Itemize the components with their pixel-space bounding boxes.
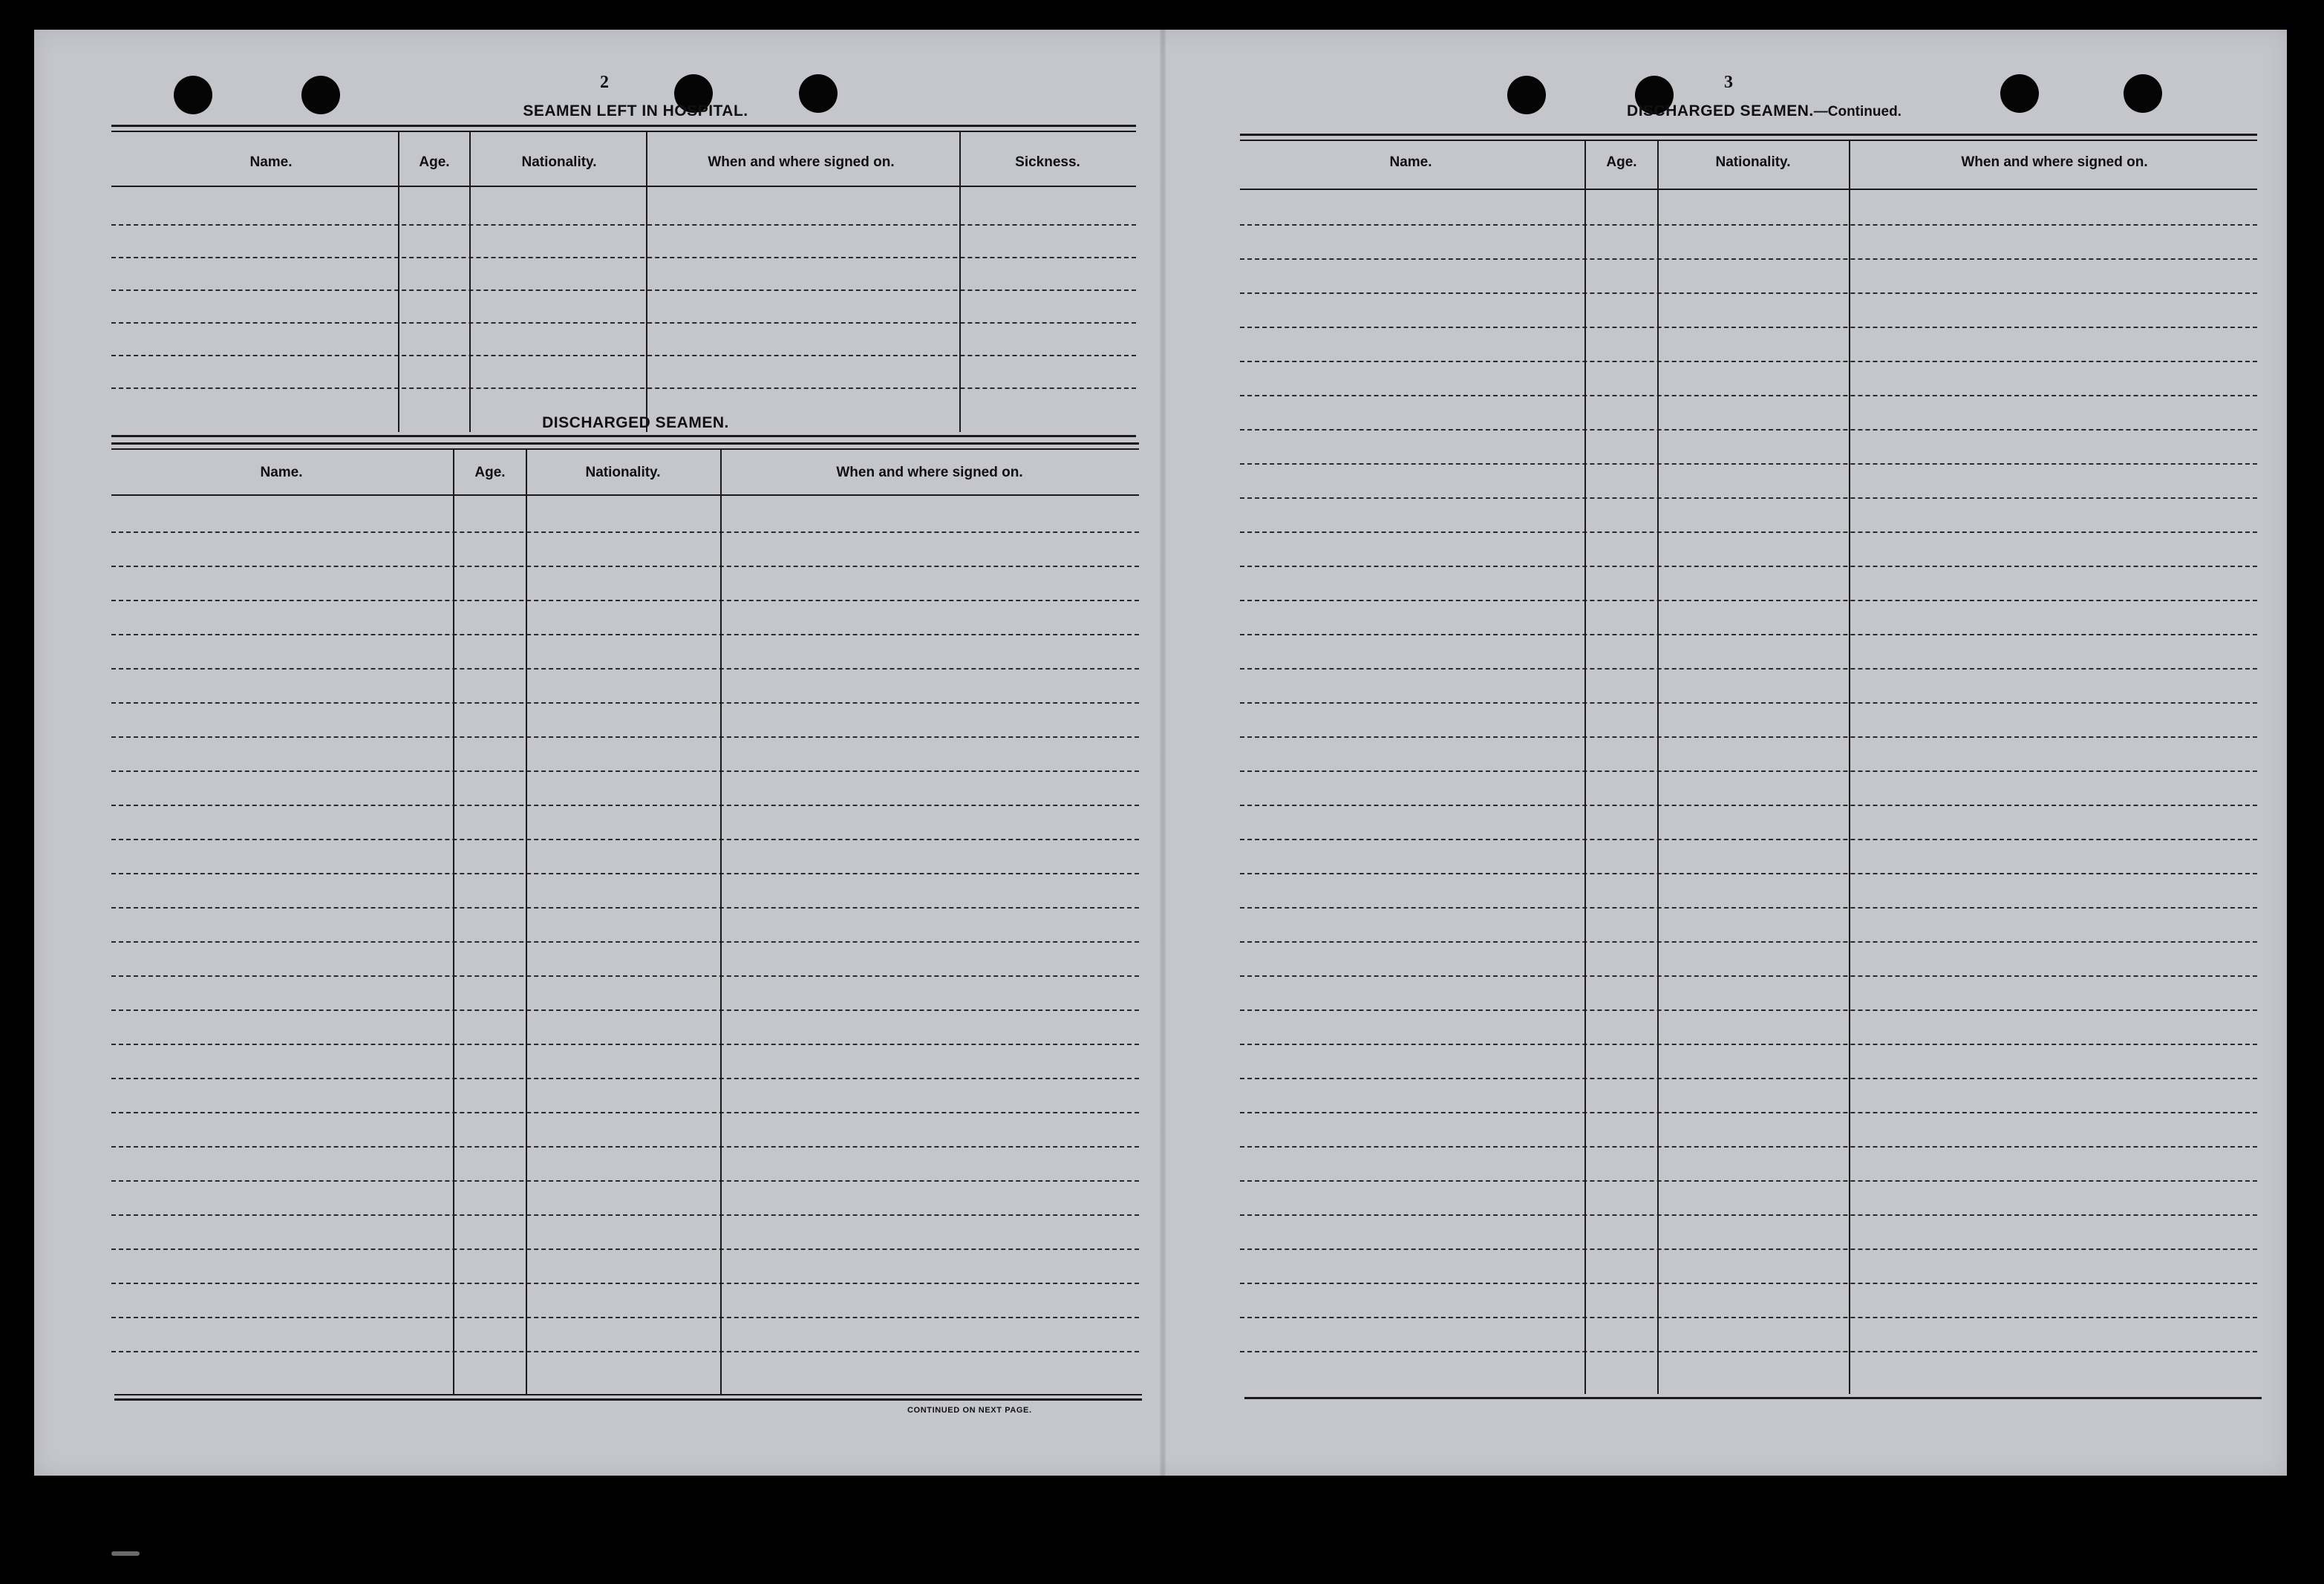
right-col-signed-on: When and where signed on.	[1961, 154, 2148, 170]
discharged-continued-title	[1534, 102, 1994, 120]
ruled-line	[111, 322, 1136, 324]
ruled-line	[1240, 1112, 2257, 1113]
ruled-line	[111, 634, 1139, 635]
punch-hole	[301, 76, 340, 114]
continued-note: CONTINUED ON NEXT PAGE.	[907, 1406, 1032, 1415]
ruled-line	[111, 566, 1139, 567]
ruled-line	[1240, 1180, 2257, 1182]
ruled-line	[111, 1317, 1139, 1318]
hospital-top-rule	[111, 125, 1136, 127]
ruled-line	[1240, 327, 2257, 328]
ruled-line	[1240, 1283, 2257, 1284]
ruled-line	[1240, 497, 2257, 499]
hospital-col-divider	[469, 132, 471, 432]
ruled-line	[1240, 941, 2257, 943]
ruled-line	[1240, 463, 2257, 465]
ruled-line	[111, 224, 1136, 226]
discharged-col-age: Age.	[474, 465, 506, 480]
ruled-line	[111, 1214, 1139, 1216]
discharged-col-name: Name.	[260, 465, 303, 480]
ruled-line	[111, 1112, 1139, 1113]
right-col-name: Name.	[1389, 154, 1432, 170]
ruled-line	[111, 907, 1139, 909]
hospital-header-rule	[111, 186, 1136, 187]
discharged-col-signed-on: When and where signed on.	[836, 465, 1023, 480]
right-col-divider	[1849, 141, 1850, 1394]
ruled-line	[111, 873, 1139, 874]
discharged-col-divider	[453, 450, 454, 1394]
right-col-nationality: Nationality.	[1715, 154, 1791, 170]
scan-mark	[111, 1551, 140, 1556]
ruled-line	[1240, 1214, 2257, 1216]
right-header-rule	[1240, 189, 2257, 190]
left-page-number: 2	[600, 73, 609, 92]
discharged-col-nationality: Nationality.	[585, 465, 661, 480]
ruled-line	[111, 1078, 1139, 1079]
punch-hole	[174, 76, 212, 114]
ruled-line	[111, 257, 1136, 258]
ruled-line	[111, 1044, 1139, 1045]
ruled-line	[1240, 668, 2257, 670]
ruled-line	[1240, 531, 2257, 533]
ruled-line	[1240, 839, 2257, 840]
ruled-line	[1240, 292, 2257, 294]
ruled-line	[111, 1351, 1139, 1352]
hospital-col-divider	[398, 132, 399, 432]
ruled-line	[111, 975, 1139, 977]
ruled-line	[1240, 1078, 2257, 1079]
ruled-line	[111, 805, 1139, 806]
ruled-line	[1240, 907, 2257, 909]
ruled-line	[1240, 1044, 2257, 1045]
ruled-line	[1240, 258, 2257, 260]
discharged-col-divider	[526, 450, 527, 1394]
ruled-line	[1240, 805, 2257, 806]
right-top-rule-2	[1240, 140, 2257, 141]
ruled-line	[1240, 395, 2257, 396]
hospital-col-sickness: Sickness.	[1015, 154, 1080, 170]
ruled-line	[111, 355, 1136, 356]
ruled-line	[1240, 1351, 2257, 1352]
right-col-age: Age.	[1606, 154, 1637, 170]
ruled-line	[1240, 361, 2257, 362]
discharged-bottom-rule	[114, 1394, 1142, 1395]
right-col-divider	[1584, 141, 1586, 1394]
ruled-line	[111, 289, 1136, 291]
hospital-col-signed-on: When and where signed on.	[708, 154, 895, 170]
ruled-line	[111, 668, 1139, 670]
hospital-col-divider	[646, 132, 647, 432]
hospital-col-nationality: Nationality.	[521, 154, 597, 170]
ruled-line	[111, 387, 1136, 389]
ruled-line	[1240, 1009, 2257, 1011]
discharged-top-rule	[111, 442, 1139, 445]
ruled-line	[111, 702, 1139, 704]
discharged-top-rule-2	[111, 448, 1139, 450]
discharged-continued-main: DISCHARGED SEAMEN.	[1627, 102, 1814, 120]
hospital-section-title: SEAMEN LEFT IN HOSPITAL.	[523, 102, 748, 120]
ruled-line	[111, 770, 1139, 772]
ruled-line	[111, 531, 1139, 533]
discharged-continued-suffix: —Continued.	[1813, 104, 1902, 120]
ruled-line	[111, 839, 1139, 840]
ruled-line	[1240, 224, 2257, 226]
discharged-header-rule	[111, 494, 1139, 496]
ruled-line	[1240, 634, 2257, 635]
ruled-line	[111, 1283, 1139, 1284]
ruled-line	[1240, 600, 2257, 601]
ruled-line	[1240, 429, 2257, 431]
ruled-line	[1240, 702, 2257, 704]
ruled-line	[111, 941, 1139, 943]
ruled-line	[1240, 736, 2257, 738]
ruled-line	[1240, 1317, 2257, 1318]
ruled-line	[1240, 566, 2257, 567]
punch-hole	[2000, 74, 2039, 113]
discharged-col-divider	[720, 450, 722, 1394]
ruled-line	[1240, 1146, 2257, 1148]
manifest-sheet	[34, 30, 2287, 1476]
hospital-col-age: Age.	[419, 154, 450, 170]
page-fold	[1160, 30, 1166, 1476]
right-col-divider	[1657, 141, 1659, 1394]
right-top-rule	[1240, 134, 2257, 136]
ruled-line	[111, 736, 1139, 738]
ruled-line	[1240, 770, 2257, 772]
ruled-line	[111, 1009, 1139, 1011]
ruled-line	[1240, 1248, 2257, 1250]
ruled-line	[111, 600, 1139, 601]
hospital-col-divider	[959, 132, 961, 432]
hospital-col-name: Name.	[249, 154, 293, 170]
ruled-line	[111, 1248, 1139, 1250]
right-page-number: 3	[1724, 73, 1733, 92]
ruled-line	[1240, 873, 2257, 874]
punch-hole	[2124, 74, 2162, 113]
discharged-section-title-label: DISCHARGED SEAMEN.	[542, 414, 729, 431]
discharged-bottom-rule-2	[114, 1398, 1142, 1401]
hospital-bottom-rule	[111, 435, 1136, 437]
right-bottom-rule	[1244, 1397, 2262, 1399]
hospital-top-rule-2	[111, 131, 1136, 132]
ruled-line	[111, 1180, 1139, 1182]
ruled-line	[111, 1146, 1139, 1148]
ruled-line	[1240, 975, 2257, 977]
